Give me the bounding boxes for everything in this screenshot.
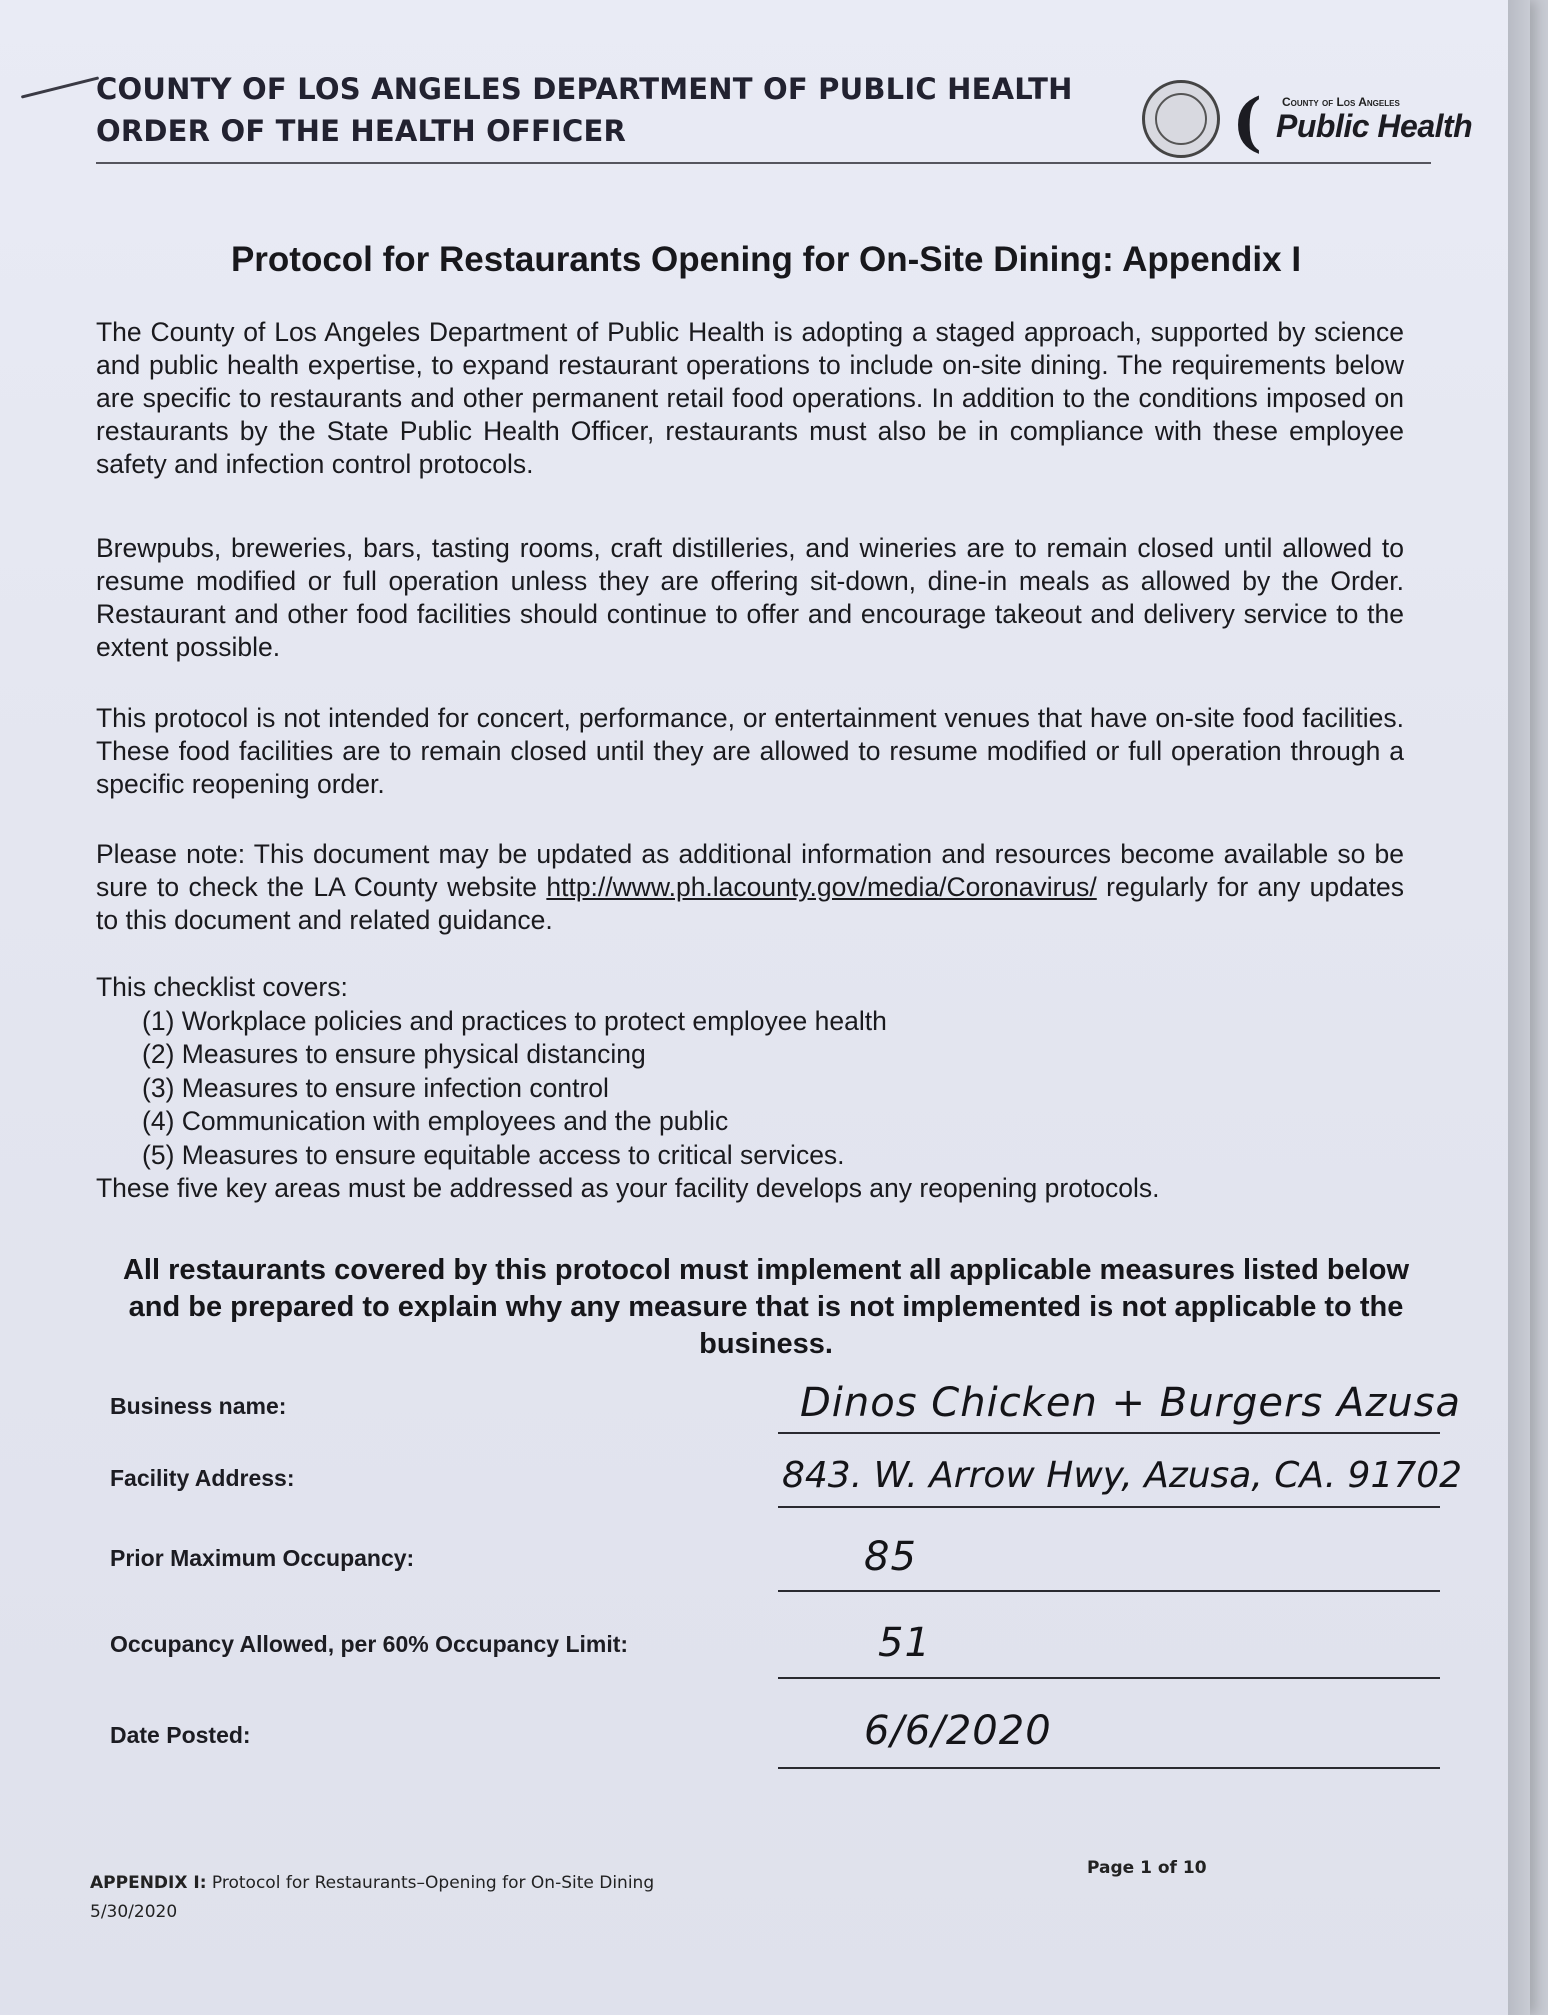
footer-appendix: [90, 1873, 654, 1893]
footer-page-number: [1087, 1858, 1207, 1878]
county-website-link[interactable]: http://www.ph.lacounty.gov/media/Coronavirus/: [546, 872, 1097, 902]
allowed-occupancy-line: [778, 1677, 1440, 1679]
page-of: of: [1151, 1858, 1183, 1878]
footer-date: 5/30/2020: [90, 1902, 178, 1922]
footer-appendix-text: Protocol for Restaurants–Opening for On-Site Dining: [206, 1873, 655, 1893]
date-posted-label: Date Posted:: [110, 1722, 251, 1748]
logo-public-health-text: Public Health: [1276, 108, 1473, 144]
checklist-outro: These five key areas must be addressed as your facility develops any reopening protocols.: [96, 1173, 1160, 1203]
business-name-value[interactable]: Dinos Chicken + Burgers Azusa: [800, 1380, 1462, 1426]
list-item: (4) Communication with employees and the public: [142, 1106, 729, 1136]
note-text: Please note: This document may be updated as additional information and resources become available so be sure to check the LA County website: [96, 839, 1404, 902]
document-header: [96, 68, 1073, 152]
checklist-intro: This checklist covers:: [96, 972, 348, 1002]
date-posted-line: [778, 1767, 1440, 1769]
page-current: 1: [1140, 1858, 1152, 1878]
header-divider: [96, 162, 1431, 164]
business-name-label: Business name:: [110, 1393, 287, 1419]
allowed-occupancy-label: Occupancy Allowed, per 60% Occupancy Limit:: [110, 1631, 629, 1657]
pen-mark: [21, 76, 99, 98]
paragraph-closures: Brewpubs, breweries, bars, tasting rooms, craft distilleries, and wineries are to remain closed until allowed to resume modified or full operation unless they are offering sit-down, dine-in meals as allowed by the Order. Restaurant and other food facilities should continue to offer and encourage takeout and delivery service to the extent possible.: [96, 533, 1404, 662]
list-item: (3) Measures to ensure infection control: [142, 1072, 609, 1103]
logo-county-text: County of Los Angeles: [1282, 95, 1400, 109]
list-item: (1) Workplace policies and practices to protect employee health: [142, 1005, 887, 1036]
prior-occupancy-label: Prior Maximum Occupancy:: [110, 1545, 415, 1571]
list-item: (2) Measures to ensure physical distancing: [142, 1039, 646, 1069]
header-line-2: ORDER OF THE HEALTH OFFICER: [96, 114, 627, 148]
page-edge-shadow: [1508, 0, 1530, 2015]
header-line-1: COUNTY OF LOS ANGELES DEPARTMENT OF PUBLIC HEALTH: [96, 72, 1073, 106]
business-name-line: [778, 1432, 1440, 1434]
allowed-occupancy-value[interactable]: 51: [878, 1620, 931, 1666]
checklist: [96, 971, 1396, 1206]
facility-address-label: Facility Address:: [110, 1465, 295, 1491]
implementation-notice: All restaurants covered by this protocol must implement all applicable measures listed below and be prepared to explain why any measure that is not implemented is not applicable to the business.: [122, 1254, 1410, 1360]
prior-occupancy-line: [778, 1590, 1440, 1592]
page-title: Protocol for Restaurants Opening for On-Site Dining: Appendix I: [230, 240, 1302, 279]
page-prefix: Page: [1087, 1858, 1141, 1878]
county-seal-icon: [1142, 80, 1220, 158]
list-item: (5) Measures to ensure equitable access to critical services.: [142, 1139, 845, 1170]
paragraph-intro: The County of Los Angeles Department of Public Health is adopting a staged approach, supported by science and public health expertise, to expand restaurant operations to include on-site dining. The requirements below are specific to restaurants and other permanent retail food operations. In addition to the conditions imposed on restaurants by the State Public Health Officer, restaurants must also be in compliance with these employee safety and infection control protocols.: [96, 317, 1404, 479]
prior-occupancy-value[interactable]: 85: [864, 1534, 917, 1580]
date-posted-value[interactable]: 6/6/2020: [864, 1708, 1052, 1754]
facility-address-value[interactable]: 843. W. Arrow Hwy, Azusa, CA. 91702: [782, 1455, 1463, 1496]
paragraph-venues: This protocol is not intended for concert, performance, or entertainment venues that have on-site food facilities. These food facilities are to remain closed until they are allowed to resume modified or full operation through a specific reopening order.: [96, 703, 1404, 799]
paragraph-note: [96, 838, 1404, 937]
public-health-logo-icon: (: [1232, 85, 1263, 160]
facility-address-line: [778, 1506, 1440, 1508]
note-text-end: regularly for any updates to this document and related guidance.: [96, 872, 1404, 935]
page-total: 10: [1182, 1858, 1207, 1878]
footer-appendix-prefix: APPENDIX I:: [90, 1873, 207, 1893]
